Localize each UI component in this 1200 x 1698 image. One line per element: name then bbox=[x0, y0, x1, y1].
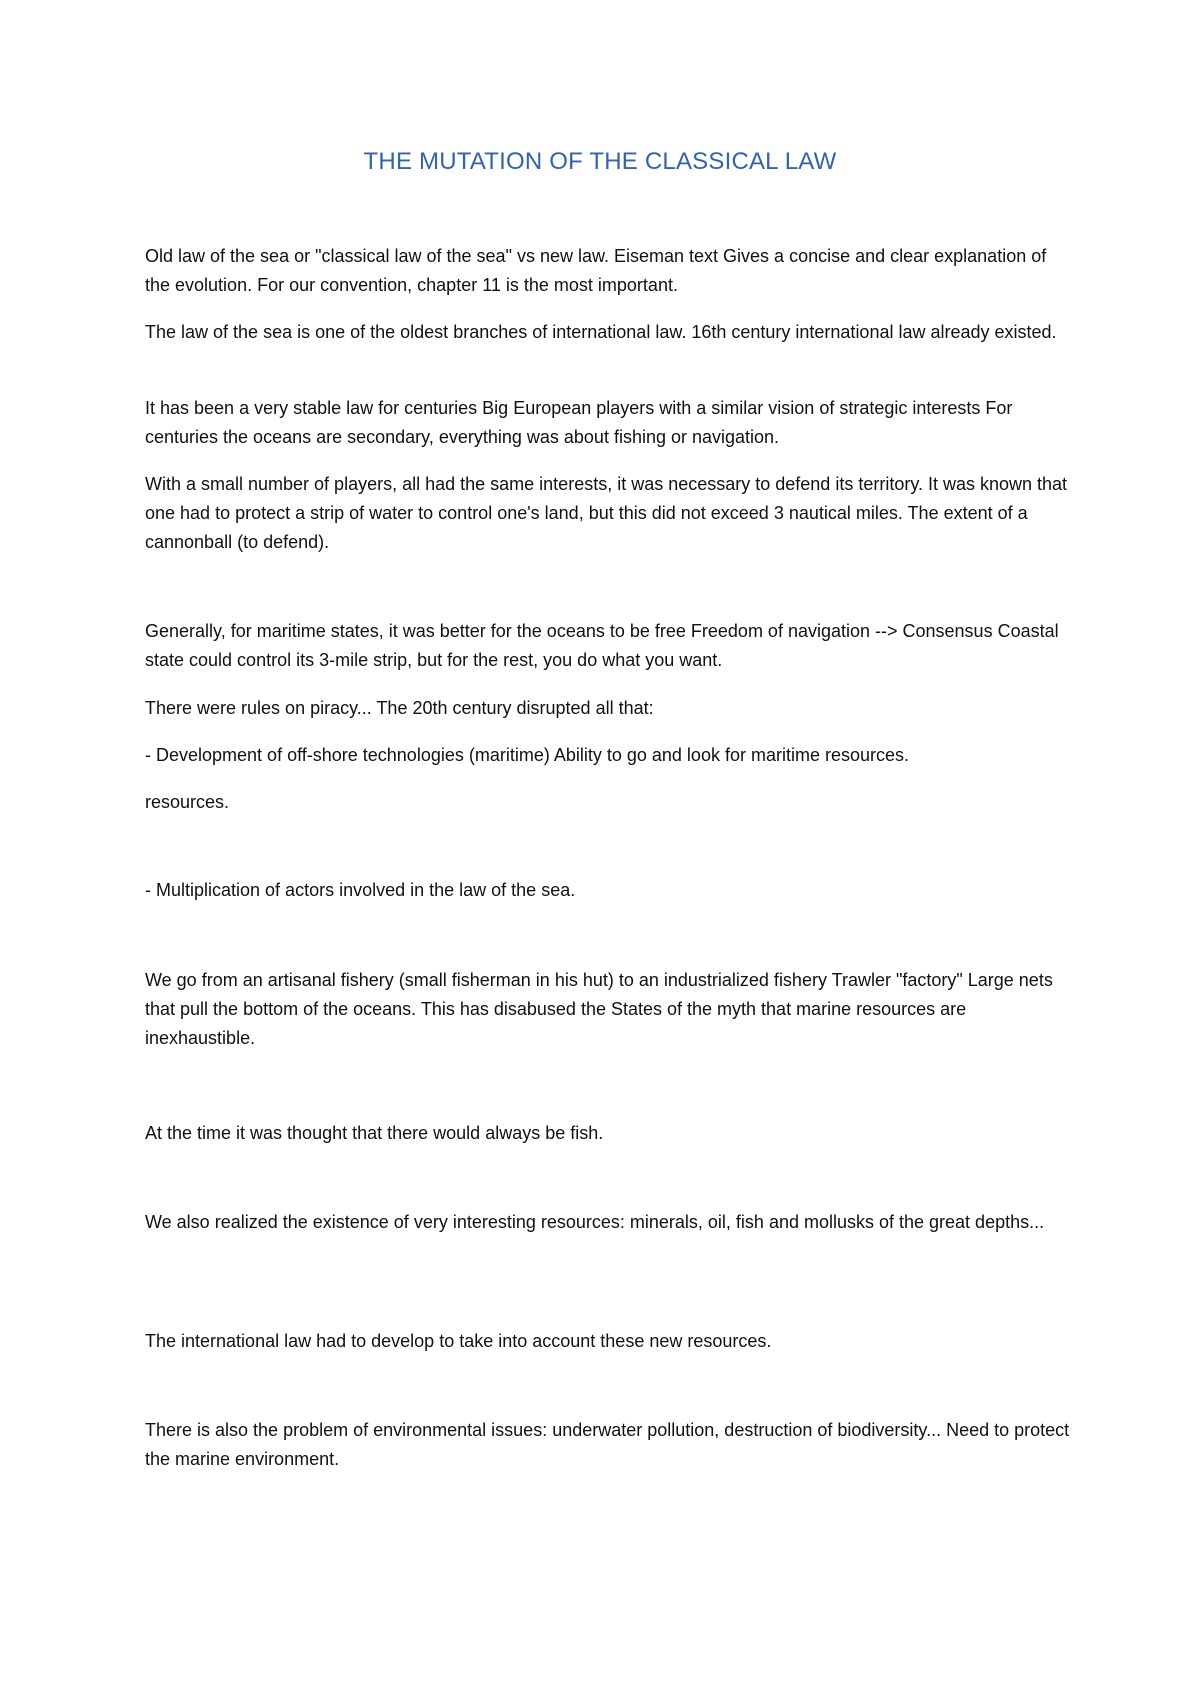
paragraph: There were rules on piracy... The 20th century disrupted all that: bbox=[145, 698, 654, 718]
paragraph: The international law had to develop to take into account these new resources. bbox=[145, 1331, 772, 1351]
paragraph: There is also the problem of environmental issues: underwater pollution, destruction of biodiversity... Need to protect the marine environment. bbox=[145, 1420, 1070, 1469]
paragraph: - Multiplication of actors involved in the law of the sea. bbox=[145, 880, 576, 900]
paragraph: The law of the sea is one of the oldest branches of international law. 16th century international law already existed. bbox=[145, 322, 1057, 342]
paragraph: At the time it was thought that there would always be fish. bbox=[145, 1123, 604, 1143]
paragraph: With a small number of players, all had the same interests, it was necessary to defend its territory. It was known that one had to protect a strip of water to control one's land, but this did not exceed 3 nautical miles. The extent of a cannonball (to defend). bbox=[145, 474, 1068, 552]
paragraph: Old law of the sea or "classical law of the sea" vs new law. Eiseman text Gives a concise and clear explanation of the evolution. For our convention, chapter 11 is the most important. bbox=[145, 246, 1047, 295]
paragraph: resources. bbox=[145, 792, 230, 812]
paragraph: Generally, for maritime states, it was better for the oceans to be free Freedom of navigation --> Consensus Coastal state could control its 3-mile strip, but for the rest, you do what you want. bbox=[145, 621, 1059, 670]
document-title: THE MUTATION OF THE CLASSICAL LAW bbox=[363, 148, 837, 175]
paragraph: We also realized the existence of very interesting resources: minerals, oil, fish and mollusks of the great depths... bbox=[145, 1212, 1045, 1232]
paragraph: - Development of off-shore technologies (maritime) Ability to go and look for maritime resources. bbox=[145, 745, 909, 765]
paragraph: It has been a very stable law for centuries Big European players with a similar vision of strategic interests For centuries the oceans are secondary, everything was about fishing or navigation. bbox=[145, 398, 1013, 447]
paragraph: We go from an artisanal fishery (small fisherman in his hut) to an industrialized fishery Trawler "factory" Large nets that pull the bottom of the oceans. This has disabused the States of the myth that marine resources are inexhaustible. bbox=[145, 970, 1053, 1048]
